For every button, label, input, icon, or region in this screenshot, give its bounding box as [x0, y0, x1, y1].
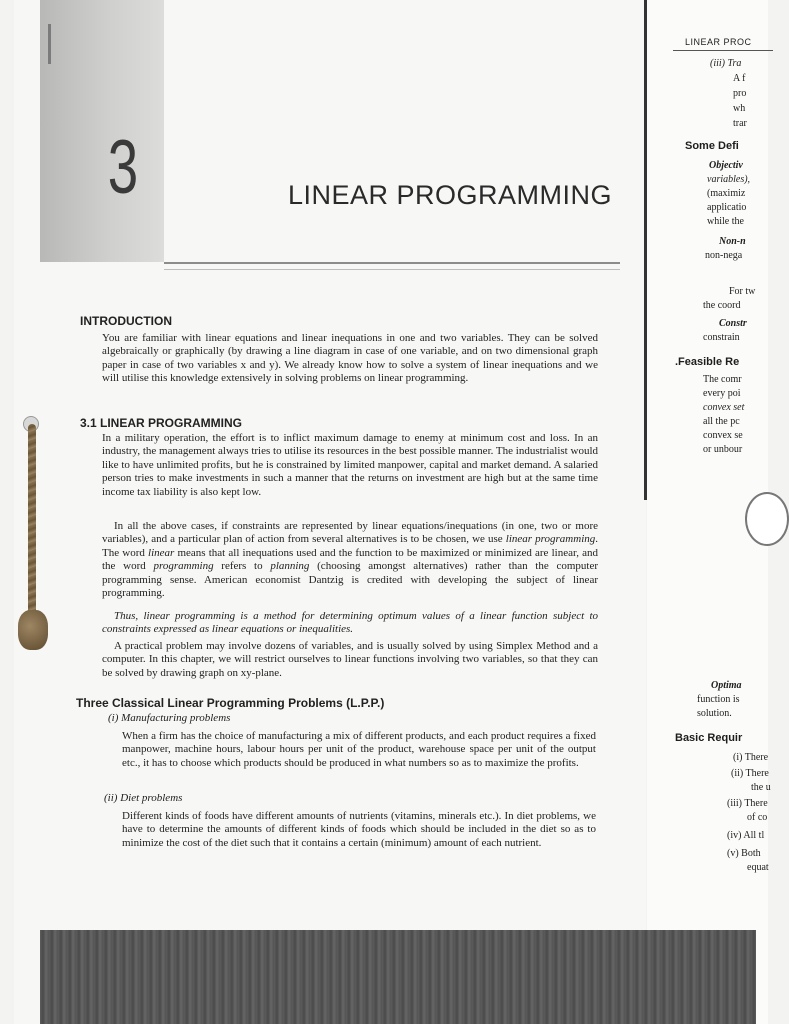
section-definition: Thus, linear programming is a method for determining optimum values of a linear function subject to constraints expressed as linear equations or inequalities. [102, 610, 598, 636]
rope-knot [18, 610, 48, 650]
rp-line: function is [697, 694, 740, 705]
rp-line: A f [733, 73, 746, 84]
section-heading: 3.1 LINEAR PROGRAMMING [80, 416, 243, 430]
diet-text: Different kinds of foods have different amounts of nutrients (vitamins, minerals etc.). In diet problems, we have to determine the amounts of different kinds of foods which should be included in the diet so as to minimize the cost of the diet such that it contains a certain (minimum) amount of each nutrient. [122, 810, 596, 849]
rp-line: (maximiz [707, 188, 746, 199]
rp-req: (iii) There [727, 798, 768, 809]
title-rule [164, 262, 620, 270]
rp-line: every poi [703, 388, 741, 399]
rp-req: (ii) There [731, 768, 769, 779]
running-head-rule [673, 50, 773, 51]
rp-line: while the [707, 216, 744, 227]
rp-nonneg: Non-n [719, 236, 746, 247]
rp-line: pro [733, 88, 747, 99]
manufacturing-text: When a firm has the choice of manufacturing a mix of different products, and each product requires a fixed manpower, machine hours, labour hours per unit of the product, warehouse space per unit of the output etc., it has to choose which products should be produced in what numbers so as to maximize the profits. [122, 730, 596, 769]
section-paragraph-1: In a military operation, the effort is to inflict maximum damage to enemy at minimum cost and loss. In an industry, the management always tries to utilise its resources in the best possible manner. The industrialist would like to have unlimited profits, but he is constrained by limited manpower, capital and market demand. A salaried person tries to make investments in such a manner that the returns on investment are high but at the same time income tax liability is also kept low. [102, 432, 598, 498]
section-paragraph-2: In all the above cases, if constraints are represented by linear equations/inequations (in one, two or more variables), and a particular plan of action from several alternatives is to be chosen, we use linear programming. The word linear means that all inequations used and the function to be maximized or minimized are linear, and the word programming refers to planning (choosing amongst alternatives) rather than the computer programming sense. American economist Dantzig is credited with developing the subject of linear programming. [102, 520, 598, 600]
rp-line: wh [733, 103, 746, 114]
diagram-fragment [745, 492, 789, 546]
rp-line: variables), [707, 174, 751, 185]
rp-coord: the coord [703, 300, 741, 311]
diet-label: (ii) Diet problems [104, 792, 183, 804]
rp-constraint-line: constrain [703, 332, 740, 343]
rp-constraint: Constr [719, 318, 747, 329]
rp-optimal: Optima [711, 680, 742, 691]
page-shadow-band [40, 930, 756, 1024]
rp-nonneg-line: non-nega [705, 250, 743, 261]
rp-basic-requirements: Basic Requir [675, 732, 743, 744]
rp-line: trar [733, 118, 747, 129]
rp-feasible: .Feasible Re [675, 356, 740, 368]
introduction-heading: INTRODUCTION [80, 314, 172, 328]
rp-line: all the pc [703, 416, 740, 427]
rp-req: of co [747, 812, 768, 823]
section-paragraph-4: A practical problem may involve dozens of variables, and is usually solved by using Simplex Method and a computer. In this chapter, we will restrict ourselves to linear functions involving two variables, so that they can be solved by drawing graph on xy-plane. [102, 640, 598, 679]
rp-iii: (iii) Tra [710, 58, 742, 69]
manufacturing-label: (i) Manufacturing problems [108, 712, 231, 724]
chapter-band [40, 0, 164, 262]
rp-objective: Objectiv [709, 160, 743, 171]
running-head: LINEAR PROC [685, 37, 752, 47]
introduction-text: You are familiar with linear equations and linear inequations in one and two variables. They can be solved algebraically or graphically (by drawing a line diagram in case of one variable, and on two dimensional graph paper in case of two variables x and y). We already know how to solve a system of linear inequations and we will utilise this knowledge extensively in solving problems on linear programming. [102, 332, 598, 385]
chapter-number: 3 [107, 125, 139, 210]
rp-line: convex set [703, 402, 745, 413]
rp-req: (v) Both [727, 848, 761, 859]
rp-req: equat [747, 862, 769, 873]
rp-for-two: For tw [729, 286, 756, 297]
rp-line: The comr [703, 374, 742, 385]
rp-req: the u [751, 782, 771, 793]
bookmark-rope [28, 424, 36, 624]
rp-line: convex se [703, 430, 743, 441]
classical-heading: Three Classical Linear Programming Problems (L.P.P.) [76, 696, 385, 710]
rp-line: solution. [697, 708, 732, 719]
rp-some-definitions: Some Defi [685, 140, 739, 152]
rp-line: or unbour [703, 444, 743, 455]
rp-line: applicatio [707, 202, 747, 213]
right-page [647, 0, 771, 1024]
chapter-title: LINEAR PROGRAMMING [288, 180, 613, 210]
rp-req: (iv) All tl [727, 830, 765, 841]
rp-req: (i) There [733, 752, 769, 763]
